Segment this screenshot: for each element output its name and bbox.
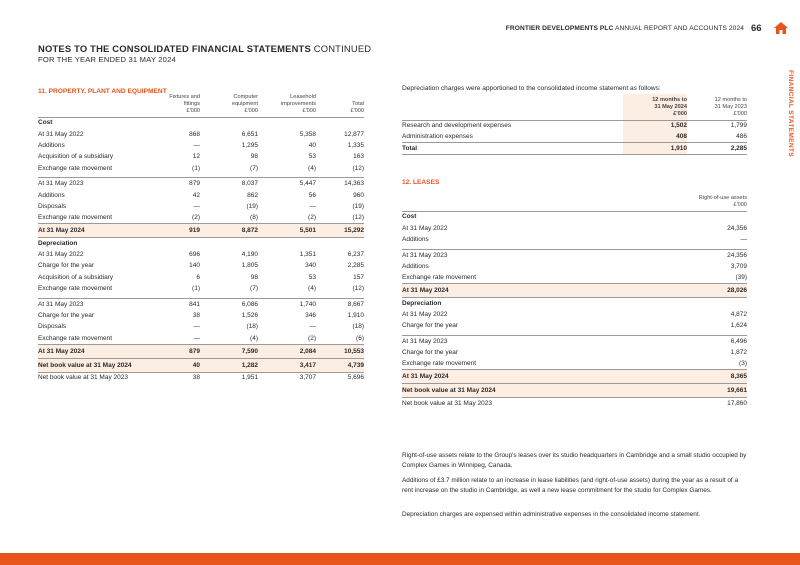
cell-value: 98 [250,153,258,161]
cell-value: 696 [189,251,200,259]
table-row [402,347,747,358]
cell-value: — [193,141,200,149]
row-label: Charge for the year [402,349,459,357]
row-label: Cost [38,117,148,128]
column-header: 12 months to 31 May 2024 £'000 [623,94,687,120]
cell-value: 5,501 [258,224,316,238]
cell-value [667,211,747,222]
cell-value: 42 [192,191,200,199]
cell-value: 19,661 [667,384,747,398]
table-row [402,370,747,384]
row-label: At 31 May 2022 [38,130,84,138]
cell-value: 1,624 [730,322,747,330]
cell-value: (2) [308,334,316,342]
cell-value: 4,190 [241,251,258,259]
column-header: 12 months to 31 May 2023 £'000 [714,96,747,117]
cell-value: (8) [250,214,258,222]
table-row [402,384,747,398]
page-number: 66 [751,23,762,34]
footer-bar [0,553,800,565]
row-label: Exchange rate movement [38,214,113,222]
row-label: Depreciation [38,239,78,247]
table-row [402,211,747,222]
column-header: Total £'000 [350,100,364,114]
row-label: Research and development expenses [402,120,623,131]
table-row [38,344,364,358]
cell-value: 1,526 [241,312,258,320]
cell-value [258,117,316,128]
cell-value [316,238,364,249]
cell-value: (4) [308,164,316,172]
row-label: Net book value at 31 May 2023 [402,400,492,408]
row-label: Net book value at 31 May 2024 [38,358,148,372]
cell-value: — [740,235,747,243]
table-row [38,128,364,139]
cell-value: 2,285 [687,143,747,154]
section-tab-label: FINANCIAL STATEMENTS [787,70,794,157]
cell-value: 346 [305,312,316,320]
table-row [402,283,747,297]
table-row [38,333,364,344]
row-label: Net book value at 31 May 2024 [402,384,667,398]
row-label: Administration expenses [402,133,473,141]
row-label: Additions [402,262,429,270]
cell-value: 15,292 [316,224,364,238]
cell-value: 3,707 [299,374,316,382]
cell-value: (7) [250,164,258,172]
row-label: At 31 May 2023 [38,178,148,189]
cell-value [667,297,747,308]
cell-value: 6,651 [241,130,258,138]
table-header-row [402,94,747,120]
cell-value: (39) [735,273,747,281]
table-row [402,398,747,409]
cell-value: 862 [247,191,258,199]
cell-value: (19) [352,202,364,210]
row-label: Additions [402,235,429,243]
cell-value: 140 [189,262,200,270]
table-row [402,120,747,131]
table-row [38,298,364,309]
cell-value: (18) [246,323,258,331]
row-label: Exchange rate movement [38,285,113,293]
cell-value: 1,910 [623,143,687,154]
cell-value: 2,285 [347,262,364,270]
row-label: Exchange rate movement [402,360,477,368]
column-header: Leasehold improvements £'000 [280,93,316,114]
row-label: Exchange rate movement [402,273,477,281]
column-header [402,185,667,211]
table-row [402,261,747,272]
cell-value: 1,805 [241,262,258,270]
cell-value: 408 [623,131,687,142]
page-header [0,24,800,38]
cell-value: 10,553 [316,344,364,358]
row-label: At 31 May 2024 [38,344,148,358]
cell-value: (12) [352,285,364,293]
table-row [38,358,364,372]
ppe-heading: 11. PROPERTY, PLANT AND EQUIPMENT [38,88,167,95]
cell-value: 8,365 [667,370,747,384]
note-paragraph: Additions of £3.7 million relate to an increase in lease liabilities (and right-of-use assets) during the year as a result of a rent increase on the studio in Cambridge, as well a new lease commitment for the studio for Complex Games. [402,477,739,494]
cell-value: 6,237 [347,251,364,259]
cell-value: 38 [192,374,200,382]
note-paragraph: Depreciation charges are expensed within administrative expenses in the consolidated income statement. [402,511,701,518]
cell-value: 1,872 [730,349,747,357]
row-label: Charge for the year [38,312,95,320]
row-label: At 31 May 2023 [402,336,667,347]
row-label: Charge for the year [402,322,459,330]
table-row [38,178,364,189]
row-label: At 31 May 2022 [402,224,448,232]
note-paragraph: Right-of-use assets relate to the Group's leases over its studio headquarters in Cambridge and a small studio occupied by Complex Games in Winnipeg, Canada. [402,452,747,469]
ppe-table [38,91,364,383]
cell-value [200,238,258,249]
cell-value: 53 [308,273,316,281]
cell-value: 340 [305,262,316,270]
cell-value: 960 [353,191,364,199]
cell-value: 53 [308,153,316,161]
table-row [38,140,364,151]
cell-value: 56 [308,191,316,199]
cell-value: 40 [148,358,200,372]
cell-value: 5,447 [258,178,316,189]
cell-value: (1) [192,285,200,293]
table-header-row [402,185,747,211]
table-row [38,117,364,128]
leases-heading: 12. LEASES [402,179,440,186]
table-row [38,201,364,212]
table-row [402,320,747,331]
cell-value: 38 [192,312,200,320]
table-row [402,358,747,369]
cell-value: 8,667 [316,298,364,309]
cell-value: (2) [192,214,200,222]
home-icon[interactable] [774,22,788,34]
column-header: Fixtures and fittings £'000 [169,93,200,114]
report-title: FRONTIER DEVELOPMENTS PLC ANNUAL REPORT AND ACCOUNTS 2024 [505,25,744,32]
table-row [38,163,364,174]
row-label: At 31 May 2022 [402,310,448,318]
cell-value: 157 [353,273,364,281]
cell-value: 98 [250,273,258,281]
cell-value: (18) [352,323,364,331]
column-header [38,91,148,117]
table-row [38,212,364,223]
cell-value: — [309,202,316,210]
cell-value: 1,951 [241,374,258,382]
cell-value: — [193,323,200,331]
cell-value: 879 [148,344,200,358]
cell-value: 1,351 [299,251,316,259]
depreciation-intro: Depreciation charges were apportioned to the consolidated income statement as follows: [402,85,661,92]
cell-value: 14,363 [316,178,364,189]
cell-value: 24,356 [667,249,747,260]
table-row [402,143,747,154]
row-label: Total [402,143,623,154]
cell-value: — [193,202,200,210]
page-subtitle: FOR THE YEAR ENDED 31 MAY 2024 [38,55,176,64]
page-title: NOTES TO THE CONSOLIDATED FINANCIAL STATEMENTS CONTINUED [38,43,372,54]
row-label: At 31 May 2022 [38,251,84,259]
cell-value: 5,696 [347,374,364,382]
cell-value [258,238,316,249]
cell-value: (6) [356,334,364,342]
column-header [402,94,623,120]
row-label: At 31 May 2024 [402,370,667,384]
table-row [402,249,747,260]
cell-value: (7) [250,285,258,293]
cell-value: 5,358 [299,130,316,138]
row-label: Exchange rate movement [38,164,113,172]
table-row [38,372,364,383]
table-row [38,260,364,271]
row-label: At 31 May 2024 [38,224,148,238]
cell-value: 17,860 [727,400,747,408]
row-label: At 31 May 2023 [402,249,667,260]
cell-value: 1,910 [347,312,364,320]
table-row [38,151,364,162]
row-label: At 31 May 2024 [402,283,667,297]
cell-value: 163 [353,153,364,161]
row-label: Disposals [38,323,67,331]
row-label: Additions [38,141,65,149]
table-row [38,238,364,249]
table-row [402,309,747,320]
cell-value: — [309,323,316,331]
row-label: Depreciation [402,299,442,307]
cell-value [316,117,364,128]
row-label: Acquisition of a subsidiary [38,273,114,281]
cell-value: 6,496 [667,336,747,347]
table-header-row [38,91,364,117]
cell-value: 919 [148,224,200,238]
cell-value: 12,877 [344,130,364,138]
table-row [402,272,747,283]
cell-value: 6,086 [200,298,258,309]
cell-value: 28,026 [667,283,747,297]
cell-value: 24,356 [727,224,747,232]
cell-value: 486 [736,133,747,141]
cell-value: — [193,334,200,342]
table-row [38,224,364,238]
table-row [38,283,364,294]
table-row [38,310,364,321]
cell-value: 40 [308,141,316,149]
row-label: Additions [38,191,65,199]
cell-value: 879 [148,178,200,189]
row-label: Acquisition of a subsidiary [38,153,114,161]
cell-value: (4) [250,334,258,342]
cell-value: (3) [739,360,747,368]
cell-value: (12) [352,164,364,172]
table-row [402,234,747,245]
depreciation-table [402,94,747,155]
cell-value: (12) [352,214,364,222]
table-row [38,189,364,200]
cell-value: (19) [246,202,258,210]
cell-value [148,117,200,128]
row-label: Cost [402,211,667,222]
cell-value: 1,282 [200,358,258,372]
cell-value: 8,872 [200,224,258,238]
cell-value: 8,037 [200,178,258,189]
row-label: Disposals [38,202,67,210]
cell-value: 1,295 [241,141,258,149]
cell-value: 1,740 [258,298,316,309]
cell-value [200,117,258,128]
leases-table [402,185,747,409]
table-row [402,297,747,308]
table-row [402,336,747,347]
cell-value: 1,799 [687,120,747,131]
cell-value: 3,709 [730,262,747,270]
row-label: Net book value at 31 May 2023 [38,374,128,382]
cell-value: 12 [192,153,200,161]
column-header: Computer equipment £'000 [231,93,258,114]
cell-value: 4,872 [730,310,747,318]
cell-value: 868 [189,130,200,138]
cell-value: 1,335 [347,141,364,149]
cell-value: 1,502 [623,120,687,131]
row-label: Exchange rate movement [38,334,113,342]
row-label: Charge for the year [38,262,95,270]
cell-value: 2,084 [258,344,316,358]
cell-value: (4) [308,285,316,293]
column-header: Right-of-use assets £'000 [698,194,747,208]
table-row [38,272,364,283]
section-tab[interactable] [782,70,794,190]
table-row [38,249,364,260]
cell-value: 4,739 [316,358,364,372]
cell-value: 3,417 [258,358,316,372]
cell-value: 7,590 [200,344,258,358]
cell-value: (1) [192,164,200,172]
cell-value: (2) [308,214,316,222]
table-row [402,131,747,142]
row-label: At 31 May 2023 [38,298,148,309]
cell-value: 841 [148,298,200,309]
cell-value: 6 [196,273,200,281]
table-row [38,321,364,332]
table-row [402,222,747,233]
cell-value [148,238,200,249]
